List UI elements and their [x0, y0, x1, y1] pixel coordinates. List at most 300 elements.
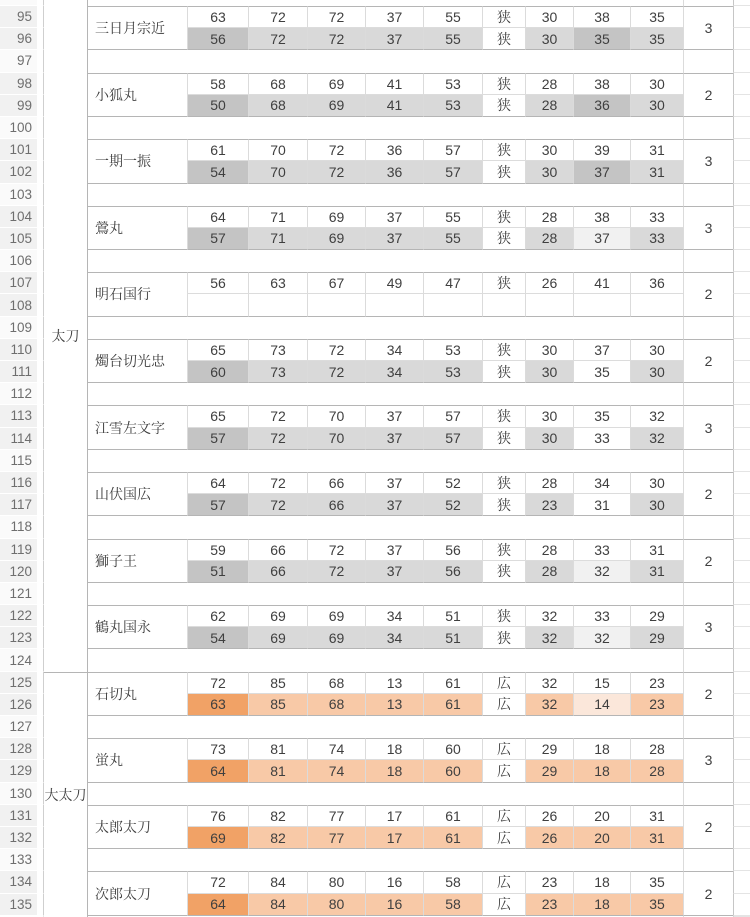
- slot-count-cell[interactable]: 2: [683, 272, 733, 316]
- range-cell[interactable]: 狭: [482, 73, 525, 95]
- stat-cell[interactable]: 69: [248, 627, 307, 649]
- stat-cell[interactable]: 36: [573, 95, 630, 117]
- stat-cell[interactable]: [187, 294, 248, 316]
- stat-cell[interactable]: 37: [365, 494, 423, 516]
- stat-cell[interactable]: 34: [365, 627, 423, 649]
- stat-cell[interactable]: 36: [365, 161, 423, 183]
- stat-cell[interactable]: 81: [248, 760, 307, 782]
- stat-cell[interactable]: 17: [365, 805, 423, 827]
- stat-cell[interactable]: 57: [423, 405, 482, 427]
- stat-cell[interactable]: 32: [573, 627, 630, 649]
- stat-cell[interactable]: 23: [525, 494, 573, 516]
- edge-cell[interactable]: [733, 827, 750, 849]
- row-header-cell[interactable]: 130: [0, 783, 44, 805]
- stat-cell[interactable]: 66: [248, 561, 307, 583]
- stat-cell[interactable]: 68: [307, 672, 365, 694]
- stat-cell[interactable]: 39: [573, 139, 630, 161]
- stat-cell[interactable]: 35: [573, 361, 630, 383]
- row-header-cell[interactable]: 133: [0, 849, 44, 871]
- row-header-cell[interactable]: 124: [0, 649, 44, 671]
- stat-cell[interactable]: 30: [525, 361, 573, 383]
- stat-cell[interactable]: 15: [573, 672, 630, 694]
- stat-cell[interactable]: 18: [365, 738, 423, 760]
- range-cell[interactable]: 広: [482, 871, 525, 893]
- stat-cell[interactable]: 54: [187, 161, 248, 183]
- row-header-cell[interactable]: 121: [0, 583, 44, 605]
- row-header-cell[interactable]: 126: [0, 694, 44, 716]
- stat-cell[interactable]: 41: [365, 73, 423, 95]
- stat-cell[interactable]: 36: [365, 139, 423, 161]
- stat-cell[interactable]: 56: [423, 539, 482, 561]
- stat-cell[interactable]: 56: [187, 28, 248, 50]
- slot-count-cell[interactable]: 2: [683, 805, 733, 849]
- stat-cell[interactable]: 13: [365, 694, 423, 716]
- stat-cell[interactable]: 53: [423, 361, 482, 383]
- stat-cell[interactable]: 56: [423, 561, 482, 583]
- stat-cell[interactable]: 35: [573, 405, 630, 427]
- stat-cell[interactable]: 30: [525, 405, 573, 427]
- empty-cell[interactable]: [683, 649, 733, 671]
- stat-cell[interactable]: 57: [187, 428, 248, 450]
- stat-cell[interactable]: 35: [573, 28, 630, 50]
- edge-cell[interactable]: [733, 894, 750, 916]
- stat-cell[interactable]: 28: [525, 539, 573, 561]
- stat-cell[interactable]: 33: [573, 605, 630, 627]
- edge-cell[interactable]: [733, 73, 750, 95]
- range-cell[interactable]: 狭: [482, 95, 525, 117]
- stat-cell[interactable]: 30: [525, 6, 573, 28]
- range-cell[interactable]: 狭: [482, 272, 525, 294]
- stat-cell[interactable]: 30: [630, 95, 683, 117]
- stat-cell[interactable]: 31: [630, 161, 683, 183]
- edge-cell[interactable]: [733, 317, 750, 339]
- row-header-cell[interactable]: 127: [0, 716, 44, 738]
- stat-cell[interactable]: 14: [573, 694, 630, 716]
- stat-cell[interactable]: 80: [307, 871, 365, 893]
- row-header-cell[interactable]: 102: [0, 161, 44, 183]
- stat-cell[interactable]: 31: [573, 494, 630, 516]
- sword-name-cell[interactable]: 江雪左文字: [88, 405, 187, 449]
- stat-cell[interactable]: 72: [248, 494, 307, 516]
- stat-cell[interactable]: [525, 294, 573, 316]
- stat-cell[interactable]: 26: [525, 805, 573, 827]
- stat-cell[interactable]: 30: [630, 339, 683, 361]
- stat-cell[interactable]: 61: [187, 139, 248, 161]
- edge-cell[interactable]: [733, 627, 750, 649]
- empty-cell[interactable]: [683, 184, 733, 206]
- edge-cell[interactable]: [733, 672, 750, 694]
- stat-cell[interactable]: 35: [630, 894, 683, 916]
- slot-count-cell[interactable]: 2: [683, 871, 733, 915]
- row-header-cell[interactable]: 95: [0, 6, 44, 28]
- stat-cell[interactable]: 60: [423, 760, 482, 782]
- range-cell[interactable]: 狭: [482, 6, 525, 28]
- stat-cell[interactable]: 72: [307, 161, 365, 183]
- range-cell[interactable]: 狭: [482, 605, 525, 627]
- stat-cell[interactable]: 29: [525, 760, 573, 782]
- stat-cell[interactable]: 72: [248, 6, 307, 28]
- slot-count-cell[interactable]: 3: [683, 405, 733, 449]
- stat-cell[interactable]: 61: [423, 672, 482, 694]
- stat-cell[interactable]: 66: [248, 539, 307, 561]
- stat-cell[interactable]: 50: [187, 95, 248, 117]
- stat-cell[interactable]: 32: [630, 405, 683, 427]
- edge-cell[interactable]: [733, 50, 750, 72]
- range-cell[interactable]: 広: [482, 805, 525, 827]
- empty-cell[interactable]: [683, 383, 733, 405]
- stat-cell[interactable]: 85: [248, 672, 307, 694]
- stat-cell[interactable]: 72: [187, 871, 248, 893]
- range-cell[interactable]: 狭: [482, 139, 525, 161]
- row-header-cell[interactable]: 119: [0, 539, 44, 561]
- stat-cell[interactable]: 52: [423, 472, 482, 494]
- stat-cell[interactable]: 32: [573, 561, 630, 583]
- range-cell[interactable]: 狭: [482, 472, 525, 494]
- row-header-cell[interactable]: 99: [0, 95, 44, 117]
- stat-cell[interactable]: 32: [525, 605, 573, 627]
- stat-cell[interactable]: 37: [365, 539, 423, 561]
- stat-cell[interactable]: 26: [525, 272, 573, 294]
- stat-cell[interactable]: 55: [423, 28, 482, 50]
- sword-name-cell[interactable]: 三日月宗近: [88, 6, 187, 50]
- stat-cell[interactable]: 29: [630, 605, 683, 627]
- stat-cell[interactable]: 37: [573, 228, 630, 250]
- row-header-cell[interactable]: 128: [0, 738, 44, 760]
- stat-cell[interactable]: 73: [187, 738, 248, 760]
- stat-cell[interactable]: 41: [573, 272, 630, 294]
- stat-cell[interactable]: 70: [307, 428, 365, 450]
- sword-name-cell[interactable]: 小狐丸: [88, 73, 187, 117]
- range-cell[interactable]: 広: [482, 694, 525, 716]
- stat-cell[interactable]: 32: [525, 627, 573, 649]
- stat-cell[interactable]: 55: [423, 6, 482, 28]
- row-header-cell[interactable]: 110: [0, 339, 44, 361]
- sword-name-cell[interactable]: 次郎太刀: [88, 871, 187, 915]
- empty-cell[interactable]: [683, 716, 733, 738]
- edge-cell[interactable]: [733, 561, 750, 583]
- stat-cell[interactable]: 60: [187, 361, 248, 383]
- range-cell[interactable]: 広: [482, 738, 525, 760]
- range-cell[interactable]: 狭: [482, 28, 525, 50]
- stat-cell[interactable]: 38: [573, 6, 630, 28]
- slot-count-cell[interactable]: 3: [683, 6, 733, 50]
- stat-cell[interactable]: 58: [423, 894, 482, 916]
- stat-cell[interactable]: 34: [365, 339, 423, 361]
- edge-cell[interactable]: [733, 339, 750, 361]
- row-header-cell[interactable]: 132: [0, 827, 44, 849]
- stat-cell[interactable]: 69: [307, 228, 365, 250]
- stat-cell[interactable]: 49: [365, 272, 423, 294]
- range-cell[interactable]: 広: [482, 672, 525, 694]
- stat-cell[interactable]: 32: [525, 694, 573, 716]
- row-header-cell[interactable]: 105: [0, 228, 44, 250]
- stat-cell[interactable]: 18: [573, 871, 630, 893]
- range-cell[interactable]: 狭: [482, 561, 525, 583]
- sword-name-cell[interactable]: 太郎太刀: [88, 805, 187, 849]
- stat-cell[interactable]: 68: [248, 95, 307, 117]
- stat-cell[interactable]: 70: [307, 405, 365, 427]
- row-header-cell[interactable]: 114: [0, 428, 44, 450]
- stat-cell[interactable]: 72: [307, 6, 365, 28]
- edge-cell[interactable]: [733, 184, 750, 206]
- stat-cell[interactable]: 20: [573, 805, 630, 827]
- row-header-cell[interactable]: 117: [0, 494, 44, 516]
- row-header-cell[interactable]: 107: [0, 272, 44, 294]
- stat-cell[interactable]: 51: [187, 561, 248, 583]
- stat-cell[interactable]: 28: [525, 472, 573, 494]
- stat-cell[interactable]: 55: [423, 228, 482, 250]
- stat-cell[interactable]: 72: [187, 672, 248, 694]
- stat-cell[interactable]: 59: [187, 539, 248, 561]
- stat-cell[interactable]: 18: [573, 894, 630, 916]
- stat-cell[interactable]: 64: [187, 894, 248, 916]
- stat-cell[interactable]: 66: [307, 494, 365, 516]
- sword-name-cell[interactable]: 獅子王: [88, 539, 187, 583]
- edge-cell[interactable]: [733, 161, 750, 183]
- stat-cell[interactable]: 28: [525, 206, 573, 228]
- stat-cell[interactable]: 31: [630, 805, 683, 827]
- stat-cell[interactable]: 28: [525, 95, 573, 117]
- row-header-cell[interactable]: 96: [0, 28, 44, 50]
- stat-cell[interactable]: 61: [423, 805, 482, 827]
- edge-cell[interactable]: [733, 361, 750, 383]
- slot-count-cell[interactable]: 2: [683, 672, 733, 716]
- stat-cell[interactable]: 35: [630, 6, 683, 28]
- stat-cell[interactable]: 71: [248, 206, 307, 228]
- stat-cell[interactable]: 28: [630, 738, 683, 760]
- empty-cell[interactable]: [683, 250, 733, 272]
- stat-cell[interactable]: 64: [187, 760, 248, 782]
- stat-cell[interactable]: 17: [365, 827, 423, 849]
- range-cell[interactable]: 狭: [482, 428, 525, 450]
- stat-cell[interactable]: 63: [187, 6, 248, 28]
- stat-cell[interactable]: 29: [525, 738, 573, 760]
- empty-cell[interactable]: [683, 117, 733, 139]
- row-header-cell[interactable]: 100: [0, 117, 44, 139]
- row-header-cell[interactable]: 134: [0, 871, 44, 893]
- stat-cell[interactable]: 57: [187, 494, 248, 516]
- row-header-cell[interactable]: 98: [0, 73, 44, 95]
- range-cell[interactable]: 狭: [482, 206, 525, 228]
- stat-cell[interactable]: 30: [525, 339, 573, 361]
- stat-cell[interactable]: 30: [525, 28, 573, 50]
- stat-cell[interactable]: 77: [307, 805, 365, 827]
- stat-cell[interactable]: [365, 294, 423, 316]
- stat-cell[interactable]: 51: [423, 605, 482, 627]
- stat-cell[interactable]: 65: [187, 339, 248, 361]
- stat-cell[interactable]: 71: [248, 228, 307, 250]
- stat-cell[interactable]: 53: [423, 95, 482, 117]
- stat-cell[interactable]: 69: [307, 605, 365, 627]
- stat-cell[interactable]: 82: [248, 805, 307, 827]
- stat-cell[interactable]: [307, 294, 365, 316]
- stat-cell[interactable]: 72: [248, 28, 307, 50]
- edge-cell[interactable]: [733, 95, 750, 117]
- stat-cell[interactable]: [423, 294, 482, 316]
- edge-cell[interactable]: [733, 139, 750, 161]
- stat-cell[interactable]: 54: [187, 627, 248, 649]
- range-cell[interactable]: 狭: [482, 361, 525, 383]
- stat-cell[interactable]: 63: [248, 272, 307, 294]
- range-cell[interactable]: 広: [482, 760, 525, 782]
- stat-cell[interactable]: 38: [573, 206, 630, 228]
- stat-cell[interactable]: 37: [365, 228, 423, 250]
- empty-cell[interactable]: [683, 50, 733, 72]
- row-header-cell[interactable]: 97: [0, 50, 44, 72]
- stat-cell[interactable]: 72: [248, 405, 307, 427]
- stat-cell[interactable]: 69: [187, 827, 248, 849]
- edge-cell[interactable]: [733, 405, 750, 427]
- stat-cell[interactable]: 81: [248, 738, 307, 760]
- slot-count-cell[interactable]: 2: [683, 73, 733, 117]
- stat-cell[interactable]: 70: [248, 161, 307, 183]
- empty-cell[interactable]: [683, 783, 733, 805]
- row-header-cell[interactable]: 104: [0, 206, 44, 228]
- range-cell[interactable]: 狭: [482, 228, 525, 250]
- range-cell[interactable]: 狭: [482, 494, 525, 516]
- stat-cell[interactable]: 35: [630, 871, 683, 893]
- stat-cell[interactable]: 52: [423, 494, 482, 516]
- stat-cell[interactable]: [248, 294, 307, 316]
- stat-cell[interactable]: 72: [307, 539, 365, 561]
- stat-cell[interactable]: 82: [248, 827, 307, 849]
- empty-cell[interactable]: [683, 450, 733, 472]
- edge-cell[interactable]: [733, 228, 750, 250]
- row-header-cell[interactable]: 120: [0, 561, 44, 583]
- edge-cell[interactable]: [733, 760, 750, 782]
- sword-name-cell[interactable]: 燭台切光忠: [88, 339, 187, 383]
- empty-cell[interactable]: [683, 583, 733, 605]
- sword-name-cell[interactable]: 山伏国広: [88, 472, 187, 516]
- empty-cell[interactable]: [683, 317, 733, 339]
- stat-cell[interactable]: 84: [248, 894, 307, 916]
- category-cell[interactable]: 太刀: [44, 0, 88, 672]
- row-header-cell[interactable]: 135: [0, 894, 44, 916]
- sword-name-cell[interactable]: 鶴丸国永: [88, 605, 187, 649]
- stat-cell[interactable]: 69: [307, 95, 365, 117]
- edge-cell[interactable]: [733, 383, 750, 405]
- stat-cell[interactable]: 69: [307, 206, 365, 228]
- range-cell[interactable]: 広: [482, 894, 525, 916]
- stat-cell[interactable]: 53: [423, 73, 482, 95]
- stat-cell[interactable]: 61: [423, 827, 482, 849]
- stat-cell[interactable]: 68: [248, 73, 307, 95]
- stat-cell[interactable]: 23: [525, 894, 573, 916]
- range-cell[interactable]: 広: [482, 827, 525, 849]
- edge-cell[interactable]: [733, 849, 750, 871]
- row-header-cell[interactable]: 113: [0, 405, 44, 427]
- row-header-cell[interactable]: 101: [0, 139, 44, 161]
- stat-cell[interactable]: 23: [525, 871, 573, 893]
- range-cell[interactable]: 狭: [482, 339, 525, 361]
- row-header-cell[interactable]: 112: [0, 383, 44, 405]
- edge-cell[interactable]: [733, 206, 750, 228]
- stat-cell[interactable]: 51: [423, 627, 482, 649]
- row-header-cell[interactable]: 103: [0, 184, 44, 206]
- category-cell[interactable]: 大太刀: [44, 672, 88, 917]
- row-header-cell[interactable]: 108: [0, 294, 44, 316]
- stat-cell[interactable]: 53: [423, 339, 482, 361]
- stat-cell[interactable]: 56: [187, 272, 248, 294]
- stat-cell[interactable]: 57: [423, 428, 482, 450]
- stat-cell[interactable]: 77: [307, 827, 365, 849]
- stat-cell[interactable]: 26: [525, 827, 573, 849]
- stat-cell[interactable]: [573, 294, 630, 316]
- stat-cell[interactable]: 76: [187, 805, 248, 827]
- stat-cell[interactable]: 30: [630, 494, 683, 516]
- stat-cell[interactable]: 33: [573, 428, 630, 450]
- stat-cell[interactable]: 58: [423, 871, 482, 893]
- row-header-cell[interactable]: 131: [0, 805, 44, 827]
- edge-cell[interactable]: [733, 649, 750, 671]
- stat-cell[interactable]: 18: [365, 760, 423, 782]
- row-header-cell[interactable]: 111: [0, 361, 44, 383]
- stat-cell[interactable]: 18: [573, 760, 630, 782]
- stat-cell[interactable]: 30: [630, 472, 683, 494]
- stat-cell[interactable]: 64: [187, 472, 248, 494]
- stat-cell[interactable]: 31: [630, 539, 683, 561]
- stat-cell[interactable]: 55: [423, 206, 482, 228]
- stat-cell[interactable]: 72: [248, 472, 307, 494]
- stat-cell[interactable]: 16: [365, 894, 423, 916]
- stat-cell[interactable]: 28: [525, 228, 573, 250]
- range-cell[interactable]: 狭: [482, 161, 525, 183]
- row-header-cell[interactable]: 122: [0, 605, 44, 627]
- stat-cell[interactable]: 72: [307, 28, 365, 50]
- stat-cell[interactable]: 30: [525, 428, 573, 450]
- stat-cell[interactable]: 28: [525, 73, 573, 95]
- edge-cell[interactable]: [733, 605, 750, 627]
- edge-cell[interactable]: [733, 117, 750, 139]
- edge-cell[interactable]: [733, 805, 750, 827]
- edge-cell[interactable]: [733, 6, 750, 28]
- slot-count-cell[interactable]: 3: [683, 206, 733, 250]
- stat-cell[interactable]: 37: [365, 206, 423, 228]
- row-header-cell[interactable]: 118: [0, 516, 44, 538]
- row-header-cell[interactable]: 125: [0, 672, 44, 694]
- stat-cell[interactable]: 34: [365, 605, 423, 627]
- edge-cell[interactable]: [733, 250, 750, 272]
- stat-cell[interactable]: 73: [248, 361, 307, 383]
- row-header-cell[interactable]: 129: [0, 760, 44, 782]
- edge-cell[interactable]: [733, 28, 750, 50]
- stat-cell[interactable]: 60: [423, 738, 482, 760]
- stat-cell[interactable]: [630, 294, 683, 316]
- stat-cell[interactable]: 72: [248, 428, 307, 450]
- stat-cell[interactable]: 31: [630, 827, 683, 849]
- slot-count-cell[interactable]: 2: [683, 339, 733, 383]
- range-cell[interactable]: 狭: [482, 405, 525, 427]
- stat-cell[interactable]: 72: [307, 561, 365, 583]
- edge-cell[interactable]: [733, 694, 750, 716]
- stat-cell[interactable]: 37: [365, 405, 423, 427]
- stat-cell[interactable]: 73: [248, 339, 307, 361]
- stat-cell[interactable]: 67: [307, 272, 365, 294]
- range-cell[interactable]: [482, 294, 525, 316]
- stat-cell[interactable]: 34: [365, 361, 423, 383]
- stat-cell[interactable]: 18: [573, 738, 630, 760]
- row-header-cell[interactable]: 106: [0, 250, 44, 272]
- stat-cell[interactable]: 57: [187, 228, 248, 250]
- stat-cell[interactable]: 72: [307, 139, 365, 161]
- row-header-cell[interactable]: 115: [0, 450, 44, 472]
- stat-cell[interactable]: 57: [423, 161, 482, 183]
- stat-cell[interactable]: 33: [630, 228, 683, 250]
- stat-cell[interactable]: 30: [525, 161, 573, 183]
- stat-cell[interactable]: 64: [187, 206, 248, 228]
- stat-cell[interactable]: 37: [573, 339, 630, 361]
- edge-cell[interactable]: [733, 738, 750, 760]
